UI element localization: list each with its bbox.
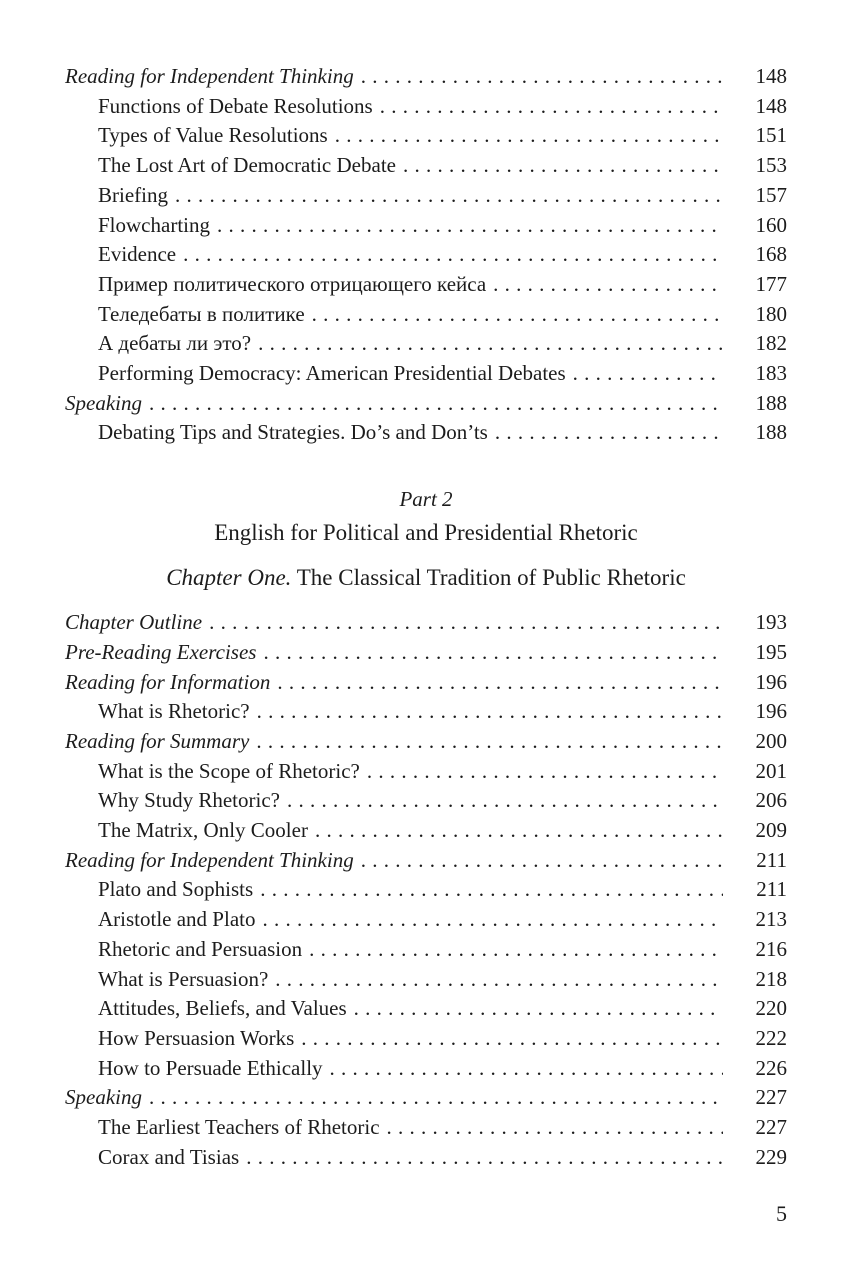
toc-entry-label: The Earliest Teachers of Rhetoric — [98, 1115, 380, 1140]
toc-entry — [65, 668, 787, 698]
toc-entry-page-number: 183 — [755, 361, 787, 386]
toc-entry-label: Functions of Debate Resolutions — [98, 93, 373, 118]
toc-entry-label: Speaking — [65, 390, 142, 415]
dot-leader — [495, 418, 723, 448]
toc-entry — [65, 1083, 787, 1113]
dot-leader — [217, 211, 723, 241]
toc-entry-page-number: 200 — [755, 728, 787, 753]
toc-entry-page-number: 157 — [755, 182, 787, 207]
dot-leader — [354, 994, 723, 1024]
toc-entry — [65, 329, 787, 359]
toc-entry — [65, 1024, 787, 1054]
chapter-heading — [65, 562, 787, 594]
toc-entry-label: Speaking — [65, 1085, 142, 1110]
dot-leader — [277, 668, 723, 698]
dot-leader — [403, 151, 723, 181]
toc-entry — [65, 638, 787, 668]
toc-entry-page-number: 177 — [755, 271, 787, 296]
toc-entry-page-number: 168 — [755, 242, 787, 267]
toc-entry-label: Reading for Information — [65, 669, 271, 694]
part-title: English for Political and Presidential Rhetoric — [214, 520, 638, 546]
toc-entry-label: How Persuasion Works — [98, 1025, 295, 1050]
toc-entry-page-number: 211 — [756, 877, 787, 902]
toc-entry-page-number: 196 — [755, 699, 787, 724]
toc-entry-label: Corax and Tisias — [98, 1144, 240, 1169]
toc-entry-page-number: 180 — [755, 301, 787, 326]
toc-entry — [65, 994, 787, 1024]
toc-section-part1 — [65, 62, 787, 448]
toc-entry — [65, 300, 787, 330]
dot-leader — [287, 786, 723, 816]
dot-leader — [257, 697, 723, 727]
toc-entry-label: Evidence — [98, 242, 177, 267]
toc-entry-label: Rhetoric and Persuasion — [98, 936, 303, 961]
chapter-number: Chapter One. — [166, 565, 292, 591]
toc-entry-page-number: 229 — [755, 1144, 787, 1169]
toc-entry — [65, 181, 787, 211]
toc-entry — [65, 92, 787, 122]
toc-entry — [65, 359, 787, 389]
toc-entry — [65, 757, 787, 787]
dot-leader — [275, 965, 723, 995]
toc-entry-label: What is Rhetoric? — [98, 699, 250, 724]
toc-entry — [65, 240, 787, 270]
toc-entry-label: Types of Value Resolutions — [98, 123, 328, 148]
toc-entry — [65, 727, 787, 757]
toc-entry-label: Attitudes, Beliefs, and Values — [98, 996, 347, 1021]
toc-entry-label: Pre-Reading Exercises — [65, 639, 257, 664]
dot-leader — [209, 608, 723, 638]
dot-leader — [380, 92, 723, 122]
dot-leader — [330, 1054, 723, 1084]
toc-entry — [65, 608, 787, 638]
toc-entry-page-number: 195 — [755, 639, 787, 664]
toc-entry-page-number: 153 — [755, 153, 787, 178]
toc-entry — [65, 786, 787, 816]
dot-leader — [573, 359, 723, 389]
toc-entry-page-number: 201 — [755, 758, 787, 783]
toc-entry-page-number: 220 — [755, 996, 787, 1021]
toc-entry-label: How to Persuade Ethically — [98, 1055, 323, 1080]
toc-entry-label: Reading for Summary — [65, 728, 250, 753]
dot-leader — [387, 1113, 723, 1143]
toc-entry-label: The Matrix, Only Cooler — [98, 818, 308, 843]
toc-entry-page-number: 182 — [755, 331, 787, 356]
toc-entry-page-number: 218 — [755, 966, 787, 991]
toc-entry-label: What is the Scope of Rhetoric? — [98, 758, 360, 783]
toc-entry-page-number: 188 — [755, 390, 787, 415]
toc-entry — [65, 121, 787, 151]
toc-entry-page-number: 196 — [755, 669, 787, 694]
dot-leader — [312, 300, 723, 330]
toc-entry-label: Performing Democracy: American Presidential Debates — [98, 361, 566, 386]
toc-entry-label: Chapter Outline — [65, 610, 203, 635]
toc-entry-page-number: 209 — [755, 818, 787, 843]
toc-entry-page-number: 148 — [755, 64, 787, 88]
toc-entry — [65, 270, 787, 300]
toc-entry-label: Why Study Rhetoric? — [98, 788, 280, 813]
toc-entry — [65, 211, 787, 241]
toc-entry-label: Reading for Independent Thinking — [65, 847, 354, 872]
dot-leader — [260, 875, 723, 905]
toc-entry-label: Debating Tips and Strategies. Do’s and Don’ts — [98, 420, 488, 445]
toc-entry-page-number: 160 — [755, 212, 787, 237]
dot-leader — [149, 389, 723, 419]
toc-entry-label: The Lost Art of Democratic Debate — [98, 153, 396, 178]
toc-entry-label: Plato and Sophists — [98, 877, 254, 902]
toc-entry-label: Пример политического отрицающего кейса — [98, 271, 487, 296]
toc-entry-page-number: 222 — [755, 1025, 787, 1050]
dot-leader — [183, 240, 723, 270]
dot-leader — [256, 727, 723, 757]
dot-leader — [246, 1143, 723, 1173]
toc-entry-page-number: 148 — [755, 93, 787, 118]
toc-entry-label: What is Persuasion? — [98, 966, 269, 991]
toc-entry — [65, 1054, 787, 1084]
dot-leader — [263, 638, 723, 668]
toc-entry-page-number: 227 — [755, 1085, 787, 1110]
toc-entry — [65, 62, 787, 92]
dot-leader — [367, 757, 723, 787]
folio-page-number: 5 — [776, 1200, 787, 1226]
toc-entry-label: Flowcharting — [98, 212, 210, 237]
toc-entry-page-number: 213 — [755, 907, 787, 932]
dot-leader — [175, 181, 723, 211]
dot-leader — [335, 121, 723, 151]
dot-leader — [149, 1083, 723, 1113]
chapter-title: The Classical Tradition of Public Rhetoric — [296, 565, 686, 591]
dot-leader — [361, 62, 723, 92]
toc-entry-label: А дебаты ли это? — [98, 331, 252, 356]
dot-leader — [315, 816, 723, 846]
dot-leader — [361, 846, 723, 876]
toc-entry — [65, 965, 787, 995]
toc-entry-label: Aristotle and Plato — [98, 907, 256, 932]
toc-entry-page-number: 226 — [755, 1055, 787, 1080]
dot-leader — [493, 270, 723, 300]
toc-entry-page-number: 193 — [755, 610, 787, 635]
dot-leader — [301, 1024, 723, 1054]
part-label: Part 2 — [399, 487, 453, 512]
toc-entry — [65, 905, 787, 935]
part-heading — [65, 484, 787, 594]
toc-entry — [65, 151, 787, 181]
toc-section-chapter-one — [65, 608, 787, 1172]
toc-entry-label: Reading for Independent Thinking — [65, 64, 354, 88]
toc-entry-page-number: 206 — [755, 788, 787, 813]
dot-leader — [258, 329, 723, 359]
toc-entry-page-number: 151 — [755, 123, 787, 148]
toc-entry — [65, 1143, 787, 1173]
toc-entry — [65, 846, 787, 876]
toc-entry — [65, 697, 787, 727]
toc-entry — [65, 816, 787, 846]
toc-entry-page-number: 216 — [755, 936, 787, 961]
toc-entry-label: Briefing — [98, 182, 168, 207]
toc-entry — [65, 875, 787, 905]
toc-entry-page-number: 227 — [755, 1115, 787, 1140]
toc-entry-page-number: 188 — [755, 420, 787, 445]
toc-entry-page-number: 211 — [756, 847, 787, 872]
toc-entry — [65, 389, 787, 419]
dot-leader — [309, 935, 723, 965]
toc-entry — [65, 1113, 787, 1143]
toc-entry — [65, 418, 787, 448]
toc-entry-label: Теледебаты в политике — [98, 301, 305, 326]
dot-leader — [262, 905, 723, 935]
toc-entry — [65, 935, 787, 965]
